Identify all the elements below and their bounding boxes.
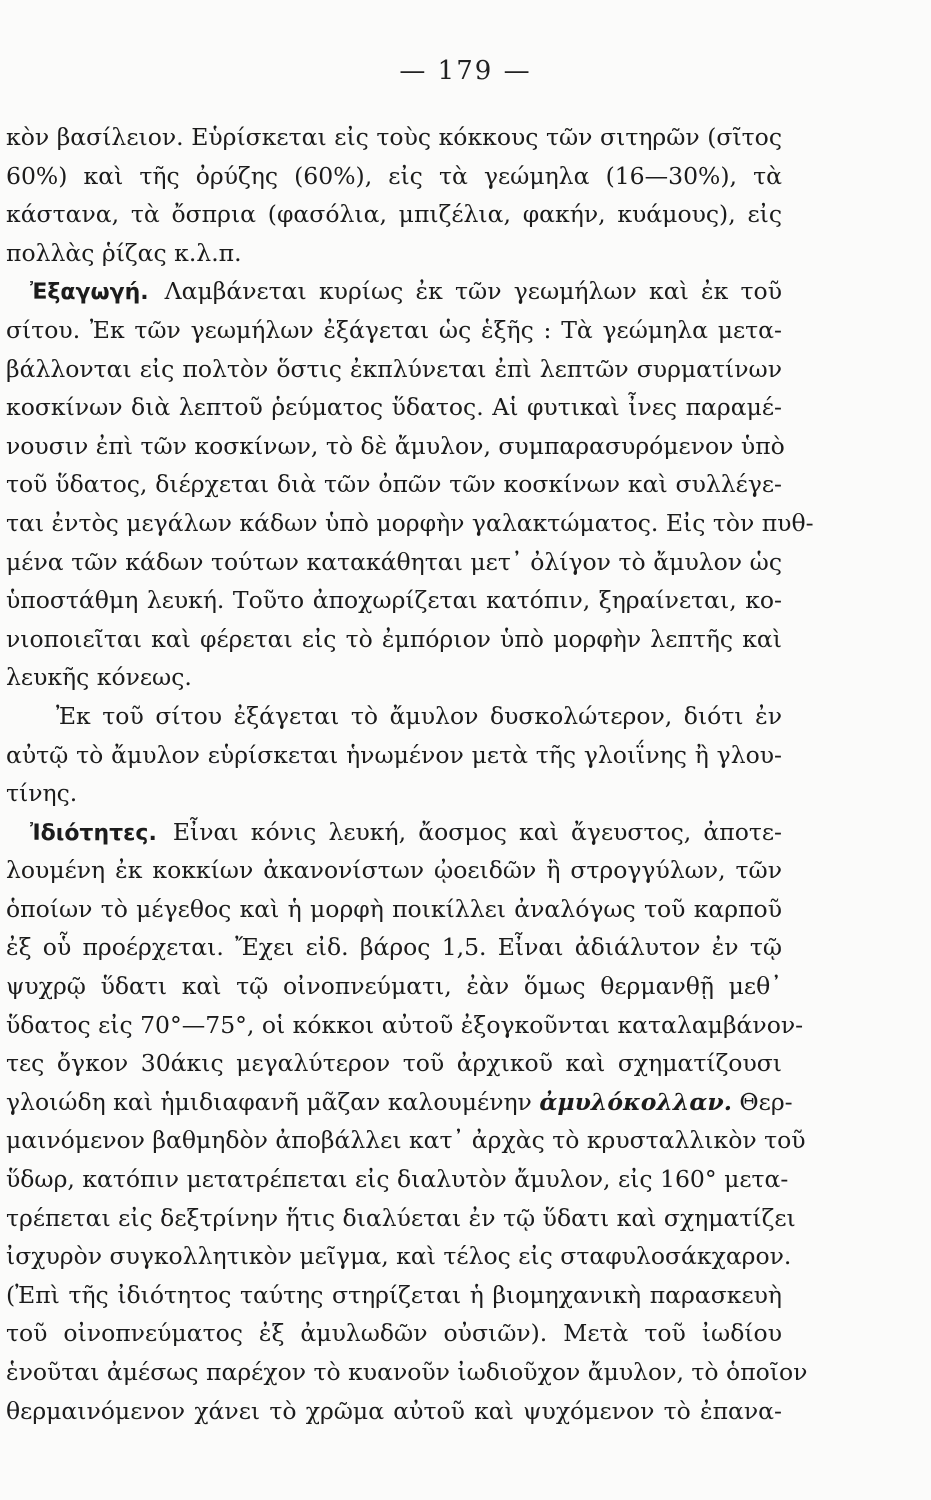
text-line: ἰσχυρὸν συγκολλητικὸν μεῖγμα, καὶ τέλος εἰς σταφυλοσάκχαρον. bbox=[6, 1242, 792, 1271]
text-line: τες ὄγκον 30άκις μεγαλύτερον τοῦ ἀρχικοῦ καὶ σχηματίζουσι bbox=[6, 1049, 782, 1078]
text-line: βάλλονται εἰς πολτὸν ὅστις ἐκπλύνεται ἐπὶ λεπτῶν συρματίνων bbox=[6, 354, 782, 383]
text-line: λουμένη ἐκ κοκκίων ἀκανονίστων ᾠοειδῶν ἢ στρογγύλων, τῶν bbox=[6, 856, 782, 885]
text-line: μένα τῶν κάδων τούτων κατακάθηται μετ᾽ ὀλίγον τὸ ἄμυλον ὡς bbox=[6, 547, 782, 576]
section-first-line bbox=[6, 813, 782, 852]
text-line: Ἐκ τοῦ σίτου ἐξάγεται τὸ ἄμυλον δυσκολώτερον, διότι ἐν bbox=[56, 701, 782, 730]
emphasized-term: ἀμυλόκολλαν. bbox=[539, 1087, 732, 1116]
section-heading-extraction: Ἐξαγωγή. bbox=[30, 280, 149, 306]
text-line: ἐξ οὗ προέρχεται. Ἔχει εἰδ. βάρος 1,5. Εἶναι ἀδιάλυτον ἐν τῷ bbox=[6, 933, 782, 962]
text-line: ὁποίων τὸ μέγεθος καὶ ἡ μορφὴ ποικίλλει ἀναλόγως τοῦ καρποῦ bbox=[6, 894, 782, 923]
text-line: ὑποστάθμη λευκή. Τοῦτο ἀποχωρίζεται κατόπιν, ξηραίνεται, κο- bbox=[6, 586, 782, 615]
text-line: τοῦ ὕδατος, διέρχεται διὰ τῶν ὀπῶν τῶν κοσκίνων καὶ συλλέγε- bbox=[6, 470, 782, 499]
text-line: λευκῆς κόνεως. bbox=[6, 663, 192, 692]
text-line: νιοποιεῖται καὶ φέρεται εἰς τὸ ἐμπόριον ὑπὸ μορφὴν λεπτῆς καὶ bbox=[6, 624, 782, 653]
text-line: ται ἐντὸς μεγάλων κάδων ὑπὸ μορφὴν γαλακτώματος. Εἰς τὸν πυθ- bbox=[6, 508, 814, 537]
body-text bbox=[6, 118, 814, 1430]
text-line: αὐτῷ τὸ ἄμυλον εὑρίσκεται ἡνωμένον μετὰ τῆς γλοιΐνης ἢ γλου- bbox=[6, 740, 782, 769]
text-fragment: Θερ- bbox=[739, 1087, 793, 1116]
term-line bbox=[6, 1083, 793, 1122]
text-fragment: Εἶναι κόνις λευκή, ἄοσμος καὶ ἄγευστος, ἀποτε- bbox=[172, 817, 782, 846]
text-line: μαινόμενον βαθμηδὸν ἀποβάλλει κατ᾽ ἀρχὰς τὸ κρυσταλλικὸν τοῦ bbox=[6, 1126, 806, 1155]
text-line: θερμαινόμενον χάνει τὸ χρῶμα αὐτοῦ καὶ ψυχόμενον τὸ ἐπανα- bbox=[6, 1396, 782, 1425]
text-line: ψυχρῷ ὕδατι καὶ τῷ οἰνοπνεύματι, ἐὰν ὅμως θερμανθῇ μεθ᾽ bbox=[6, 972, 782, 1001]
text-line: κοσκίνων διὰ λεπτοῦ ῥεύματος ὕδατος. Αἱ φυτικαὶ ἶνες παραμέ- bbox=[6, 393, 782, 422]
text-line: κάστανα, τὰ ὄσπρια (φασόλια, μπιζέλια, φακήν, κυάμους), εἰς bbox=[6, 200, 782, 229]
text-line: 60%) καὶ τῆς ὀρύζης (60%), εἰς τὰ γεώμηλα (16—30%), τὰ bbox=[6, 161, 782, 190]
text-line: κὸν βασίλειον. Εὑρίσκεται εἰς τοὺς κόκκους τῶν σιτηρῶν (σῖτος bbox=[6, 123, 782, 151]
text-fragment: Λαμβάνεται κυρίως ἐκ τῶν γεωμήλων καὶ ἐκ τοῦ bbox=[164, 277, 782, 306]
text-line: (Ἐπὶ τῆς ἰδιότητος ταύτης στηρίζεται ἡ βιομηχανικὴ παρασκευὴ bbox=[6, 1280, 782, 1309]
text-line: τοῦ οἰνοπνεύματος ἐξ ἀμυλωδῶν οὐσιῶν). Μετὰ τοῦ ἰωδίου bbox=[6, 1319, 782, 1348]
section-heading-properties: Ἰδιότητες. bbox=[30, 820, 157, 846]
section-first-line bbox=[6, 272, 782, 311]
text-line: σίτου. Ἐκ τῶν γεωμήλων ἐξάγεται ὡς ἑξῆς : Τὰ γεώμηλα μετα- bbox=[6, 315, 782, 344]
text-line: τίνης. bbox=[6, 779, 78, 808]
text-line: πολλὰς ῥίζας κ.λ.π. bbox=[6, 238, 242, 267]
text-line: τρέπεται εἰς δεξτρίνην ἥτις διαλύεται ἐν τῷ ὕδατι καὶ σχηματίζει bbox=[6, 1203, 796, 1232]
text-line: ὕδατος εἰς 70°—75°, οἱ κόκκοι αὐτοῦ ἐξογκοῦνται καταλαμβάνον- bbox=[6, 1010, 804, 1039]
text-fragment: γλοιώδη καὶ ἡμιδιαφανῆ μᾶζαν καλουμένην bbox=[6, 1087, 532, 1116]
page-number: — 179 — bbox=[399, 56, 532, 86]
text-line: ὕδωρ, κατόπιν μετατρέπεται εἰς διαλυτὸν ἄμυλον, εἰς 160° μετα- bbox=[6, 1165, 789, 1194]
text-line: νουσιν ἐπὶ τῶν κοσκίνων, τὸ δὲ ἄμυλον, συμπαρασυρόμενον ὑπὸ bbox=[6, 431, 785, 460]
text-line: ἑνοῦται ἀμέσως παρέχον τὸ κυανοῦν ἰωδιοῦχον ἄμυλον, τὸ ὁποῖον bbox=[6, 1358, 808, 1386]
